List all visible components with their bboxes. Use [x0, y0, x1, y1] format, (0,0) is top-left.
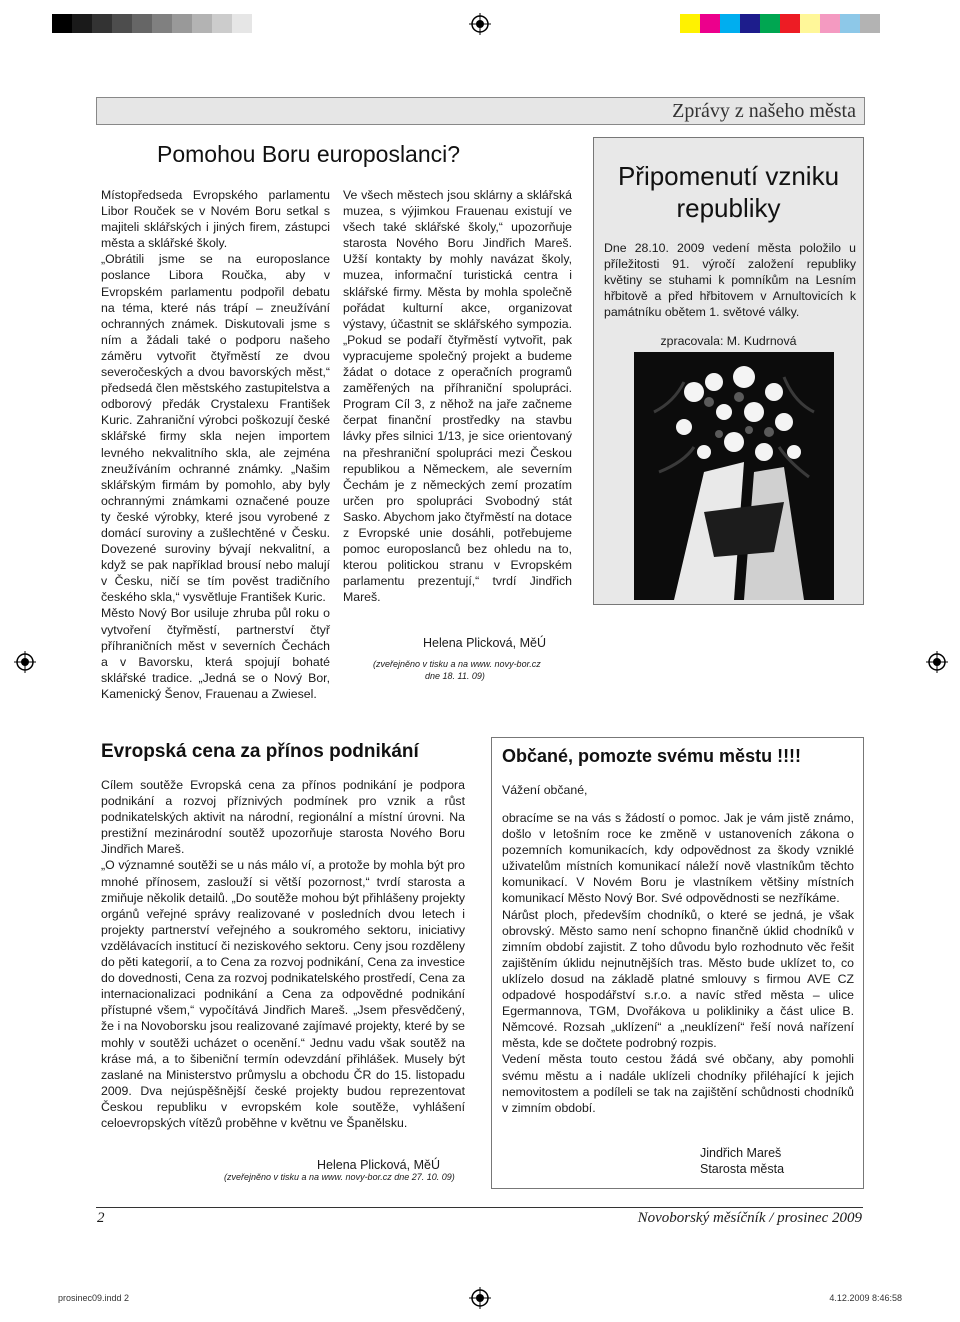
article-body	[101, 777, 465, 1131]
color-swatch	[880, 14, 900, 33]
print-date-slug: 4.12.2009 8:46:58	[829, 1293, 902, 1303]
article-author: Helena Plicková, MěÚ	[317, 1158, 440, 1172]
file-slug: prosinec09.indd 2	[58, 1293, 130, 1303]
color-swatch	[212, 14, 232, 33]
registration-mark-icon	[926, 651, 948, 673]
section-header	[96, 97, 865, 125]
color-swatch	[840, 14, 860, 33]
paragraph: Ve všech městech jsou sklárny a sklářská muzea, s výjimkou Frauenau existují ve všech také sklářské školy,“ upozorňuje starosta Nového Boru Jindřich Mareš. Užší kontakty by mohly navázat školy, muzea, informační turistická centra i sklářské firmy. Města by mohla společně pořádat kulturní akce, organizovat výstavy, účastnit se sklářského sympozia. „Pokud se podaří čtyřměstí vytvořit, pak vypracujeme společný projekt a budeme žádat o dotace z operačních programů zaměřených na příhraniční spolupráci. Program Cíl 3, z něhož na jaře začneme čerpat finanční prostředky na stavbu lávky přes silnici 1/13, je sice orientovaný na přeshraniční spolupráci mezi Českou republikou a Německem, ale severním Čechám je z německých zemí prozatím určen pro spolupráci Svobodný stát Sasko. Abychom jako čtyřměstí na dotace z Evropské unie dosáhli, potřebujeme pomoc europoslanců bez ohledu na to, kterou politickou stranu v Evropském parlamentu prezentují,“ tvrdí Jindřich Mareš.	[343, 188, 572, 605]
grayscale-color-bar	[52, 14, 272, 33]
color-swatch	[232, 14, 252, 33]
appeal-box	[491, 737, 864, 1189]
appeal-salutation: Vážení občané,	[502, 783, 588, 797]
registration-mark-icon	[469, 1287, 491, 1309]
page-number: 2	[97, 1210, 105, 1226]
color-swatch	[132, 14, 152, 33]
paragraph: Město Nový Bor usiluje zhruba půl roku o vytvoření čtyřměstí, partnerství čtyř příhraničních měst v severních Čechách a v Bavorsku, která spojují bohaté sklářské tradice. „Jedná se o Nový Bor, Kamenický Šenov, Frauenau a Zwiesel.	[101, 606, 330, 701]
appeal-title: Občané, pomozte svému městu !!!!	[502, 746, 802, 766]
paragraph: Cílem soutěže Evropská cena za přínos podnikání je podporа podnikání a rozvoj příznivých podmínek pro vznik a růst podnikatelských aktivit na národní, regionální a místní úrovni. Na prestižní mezinárodní soutěž upozorňuje starosta Nového Boru Jindřich Mareš.	[101, 778, 465, 857]
color-swatch	[780, 14, 800, 33]
registration-mark-icon	[14, 651, 36, 673]
sidebar-title: Připomenutí vzniku republiky	[617, 161, 840, 223]
paragraph: Nárůst ploch, především chodníků, o které se jedná, je však obrovský. Město samo není schopno finančně úklid chodníků v zimním období zajistit. Z toho důvodu bylo rozhodnuto věc řešit zajištěním úklidu nejnutnějších tras. Město bude uklízet to, co uklízelo dosud na základě platné smlouvy s firmou AVE CZ odpadové hospodářství s.r.o. a navíc střed města – ulice Egermannova, TGM, Dvořákova u polikliniky a část ulice B. Němcové. Rozsah „uklízení“ a „neuklízení“ řeší nová nařízení města, kde se dočtete podrobný rozpis.	[502, 907, 854, 1051]
article-column-2	[343, 187, 572, 605]
color-swatch	[800, 14, 820, 33]
color-swatch	[152, 14, 172, 33]
color-swatch	[820, 14, 840, 33]
article-title: Evropská cena za přínos podnikání	[101, 741, 419, 762]
color-swatch	[860, 14, 880, 33]
color-swatch	[740, 14, 760, 33]
article-author: Helena Plicková, MěÚ	[423, 636, 546, 650]
footer-rule	[96, 1207, 863, 1208]
color-swatch	[92, 14, 112, 33]
paragraph: „Obrátili jsme se na europoslance poslance Libora Roučka, aby v Evropském parlamentu podpořil debatu na téma, které nás trápí – zneužívání ochranných známek. Diskutovali jsme s ním a žádali také o podporu našeho záměru vytvořit čtyřměstí ze dvou severočeských a dvou bavorských měst,“ předsedá člen městského zastupitelstva a odborový předák Crystalexu František Kuric. Zahraniční výrobci poškozují české sklářské firmy skla nejen importem levného nekvalitního skla, ale zejména zneužíváním ochranné známky. „Našim sklářským firmám by pomohlo, aby byly ochrannými známkami označené pouze ty české výrobky, které jsou vyrobené z domácí suroviny a zušlechtěné v Česku. Dovezené suroviny bývají nekvalitní, a když se pak například brousí nebo malují v Česku, ničí se tím pověst tradičního českého skla,“ vysvětluje František Kuric.	[101, 252, 330, 605]
publication-name: Novoborský měsíčník / prosinec 2009	[637, 1210, 862, 1226]
color-swatch	[700, 14, 720, 33]
sidebar-credit: zpracovala: M. Kudrnová	[660, 334, 797, 348]
article-column-1	[101, 187, 330, 702]
color-swatch	[52, 14, 72, 33]
publication-note-date: dne 18. 11. 09)	[425, 671, 485, 681]
section-title: Zprávy z našeho města	[672, 100, 856, 122]
signature-role: Starosta města	[700, 1162, 785, 1176]
appeal-body	[502, 810, 854, 1116]
paragraph: obracíme se na vás s žádostí o pomoc. Jak je vám jistě známo, došlo v letošním roce ke změně v ustanoveních zákona o pozemních komunikacích, kdy odpovědnost za škody vzniklé uživatelům místních komunikací náleží nově vlastníkům těchto komunikací. V Novém Boru je vlastníkem většiny místních komunikací Město Nový Bor. Své odpovědnosti se nezříkáme.	[502, 811, 854, 906]
color-swatch	[112, 14, 132, 33]
paragraph: „O významné soutěži se u nás málo ví, a protože by mohla být pro mnohé přínosem, zaslouží si větší pozornost,“ tvrdí starosta a zmiňuje několik detailů. „Do soutěže mohou být přihlášeny projekty orgánů veřejné správy realizované v posledních dvou letech i projekty partnerství veřejného a soukromého sektoru, iniciativy vzdělávacích institucí či neziskového sektoru. Ceny jsou rozděleny do pěti kategorií, a to Cena za rozvoj podnikání, Cena za investice do dovednosti, Cena za rozvoj podnikatelského prostředí, Cena za internacionalizaci podnikání a Cena za odpovědné podnikání přístupné všem,“ vypočítává Jindřich Mareš. „Jsem přesvědčený, že i na Novoborsku jsou realizované zajímavé projekty, které by se mohly v soutěži ucházet o ocenění.“ Jednu vadu však soutěž na kráse má, a to šibeniční termín odevzdání přihlášek. Musely být zaslané na Ministerstvo průmyslu a obchodu ČR do 15. listopadu 2009. Dva nejúspěšnější české projekty budou reprezentovat Českou republiku v evropském kole soutěže, vyhlášení celoevropských vítězů proběhne v květnu ve Španělsku.	[101, 858, 465, 1130]
signature-name: Jindřich Mareš	[700, 1146, 782, 1160]
paragraph: Vedení města touto cestou žádá své občany, aby pomohli svému městu a i nadále uklízeli chodníky přiléhající k jejich nemovitostem a podíleli se tak na zajištění schůdnosti chodníků v zimním období.	[502, 1052, 854, 1115]
color-swatch	[72, 14, 92, 33]
color-swatch	[252, 14, 272, 33]
wreath-photo	[634, 352, 834, 600]
process-color-bar	[680, 14, 900, 33]
color-swatch	[760, 14, 780, 33]
color-swatch	[720, 14, 740, 33]
registration-mark-icon	[469, 13, 491, 35]
publication-note: (zveřejněno v tisku a na www. novy-bor.cz	[373, 659, 541, 669]
sidebar-body: Dne 28.10. 2009 vedení města položilo u příležitosti 91. výročí založení republiky květiny se stuhami k pomníkům na Lesním hřbitově a před hřbitovem v Arnultovicích k památníku obětem 1. světové války.	[604, 241, 856, 319]
color-swatch	[680, 14, 700, 33]
publication-note: (zveřejněno v tisku a na www. novy-bor.cz dne 27. 10. 09)	[224, 1172, 455, 1182]
color-swatch	[172, 14, 192, 33]
color-swatch	[192, 14, 212, 33]
paragraph: Místopředseda Evropského parlamentu Libor Rouček se v Novém Boru setkal s majiteli sklářských i jiných firem, zástupci města a sklářské školy.	[101, 188, 330, 251]
article-title: Pomohou Boru europoslanci?	[157, 141, 461, 167]
